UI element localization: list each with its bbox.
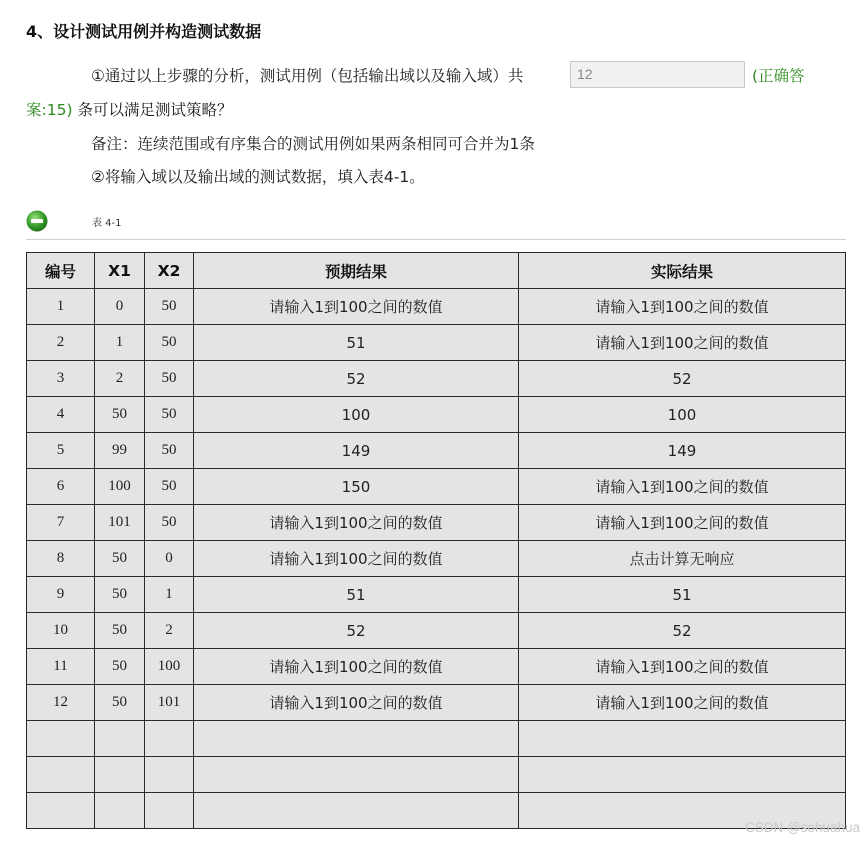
cell-expected: 51 (194, 577, 519, 613)
question-1-tail: 条可以满足测试策略？ (77, 101, 233, 119)
cell-actual: 52 (519, 361, 846, 397)
header-x2: X2 (145, 253, 194, 289)
cell-actual: 请输入1到100之间的数值 (519, 469, 846, 505)
cell-id: 12 (27, 685, 95, 721)
cell-x1: 2 (95, 361, 145, 397)
cell-x1: 101 (95, 505, 145, 541)
cell-x1: 50 (95, 685, 145, 721)
cell-x2 (145, 757, 194, 793)
cell-expected: 请输入1到100之间的数值 (194, 649, 519, 685)
header-actual: 实际结果 (519, 253, 846, 289)
watermark: CSDN @sohuahua (744, 820, 860, 835)
cell-id: 11 (27, 649, 95, 685)
table-row (27, 397, 846, 433)
divider (26, 239, 846, 240)
cell-id: 9 (27, 577, 95, 613)
cell-x1: 50 (95, 541, 145, 577)
table-row (27, 793, 846, 829)
table-row (27, 613, 846, 649)
cell-actual: 请输入1到100之间的数值 (519, 505, 846, 541)
table-row (27, 289, 846, 325)
cell-x1: 50 (95, 649, 145, 685)
cell-x2: 2 (145, 613, 194, 649)
header-id: 编号 (27, 253, 95, 289)
cell-x1 (95, 757, 145, 793)
table-caption: 表 4-1 (92, 218, 122, 229)
cell-actual: 149 (519, 433, 846, 469)
cell-x1: 1 (95, 325, 145, 361)
cell-actual: 100 (519, 397, 846, 433)
cell-x1: 100 (95, 469, 145, 505)
cell-id: 6 (27, 469, 95, 505)
cell-id: 5 (27, 433, 95, 469)
cell-x2: 0 (145, 541, 194, 577)
table-row (27, 541, 846, 577)
header-x1: X1 (95, 253, 145, 289)
cell-x2: 101 (145, 685, 194, 721)
table-row (27, 685, 846, 721)
cell-id: 7 (27, 505, 95, 541)
cell-actual: 请输入1到100之间的数值 (519, 289, 846, 325)
cell-x2: 50 (145, 289, 194, 325)
correct-answer-label: (正确答 (752, 67, 805, 85)
test-case-table (26, 252, 846, 829)
cell-id: 2 (27, 325, 95, 361)
cell-x2 (145, 793, 194, 829)
table-row (27, 361, 846, 397)
cell-expected (194, 757, 519, 793)
cell-x2: 50 (145, 469, 194, 505)
question-1-continuation (26, 98, 232, 120)
note-text: 备注：连续范围或有序集合的测试用例如果两条相同可合并为1条 (91, 135, 535, 153)
cell-id: 3 (27, 361, 95, 397)
cell-x1: 99 (95, 433, 145, 469)
cell-x1 (95, 721, 145, 757)
cell-actual: 点击计算无响应 (519, 541, 846, 577)
cell-x1: 50 (95, 613, 145, 649)
cell-x2: 50 (145, 397, 194, 433)
cell-expected: 51 (194, 325, 519, 361)
table-row (27, 757, 846, 793)
cell-actual: 51 (519, 577, 846, 613)
header-expected: 预期结果 (194, 253, 519, 289)
cell-actual (519, 721, 846, 757)
cell-id: 4 (27, 397, 95, 433)
cell-expected: 52 (194, 613, 519, 649)
cell-actual: 请输入1到100之间的数值 (519, 685, 846, 721)
cell-x2: 50 (145, 325, 194, 361)
section-heading: 4、设计测试用例并构造测试数据 (26, 22, 262, 41)
cell-expected: 请输入1到100之间的数值 (194, 505, 519, 541)
collapse-toggle-icon[interactable] (26, 210, 48, 232)
correct-answer-value: 案:15) (26, 101, 73, 119)
table-row (27, 433, 846, 469)
cell-expected: 150 (194, 469, 519, 505)
cell-x1 (95, 793, 145, 829)
cell-expected: 请输入1到100之间的数值 (194, 541, 519, 577)
cell-id (27, 793, 95, 829)
cell-id (27, 757, 95, 793)
cell-x2: 1 (145, 577, 194, 613)
table-row (27, 721, 846, 757)
cell-x2 (145, 721, 194, 757)
cell-expected: 请输入1到100之间的数值 (194, 289, 519, 325)
table-row (27, 505, 846, 541)
cell-id (27, 721, 95, 757)
cell-actual: 52 (519, 613, 846, 649)
table-header-row (27, 253, 846, 289)
table-row (27, 469, 846, 505)
cell-x2: 50 (145, 361, 194, 397)
cell-expected (194, 721, 519, 757)
cell-expected: 请输入1到100之间的数值 (194, 685, 519, 721)
cell-expected: 52 (194, 361, 519, 397)
question-2-text: ②将输入域以及输出域的测试数据，填入表4-1。 (91, 168, 425, 186)
cell-expected: 100 (194, 397, 519, 433)
cell-actual (519, 757, 846, 793)
table-row (27, 649, 846, 685)
question-1-text: ①通过以上步骤的分析，测试用例（包括输出域以及输入域）共 (91, 67, 524, 85)
cell-id: 8 (27, 541, 95, 577)
cell-x2: 50 (145, 505, 194, 541)
cell-x1: 50 (95, 397, 145, 433)
table-row (27, 577, 846, 613)
answer-input[interactable]: 12 (570, 61, 745, 88)
cell-x2: 100 (145, 649, 194, 685)
cell-id: 10 (27, 613, 95, 649)
cell-expected (194, 793, 519, 829)
cell-actual: 请输入1到100之间的数值 (519, 325, 846, 361)
cell-x1: 0 (95, 289, 145, 325)
cell-x1: 50 (95, 577, 145, 613)
cell-actual: 请输入1到100之间的数值 (519, 649, 846, 685)
table-row (27, 325, 846, 361)
cell-expected: 149 (194, 433, 519, 469)
cell-x2: 50 (145, 433, 194, 469)
cell-id: 1 (27, 289, 95, 325)
